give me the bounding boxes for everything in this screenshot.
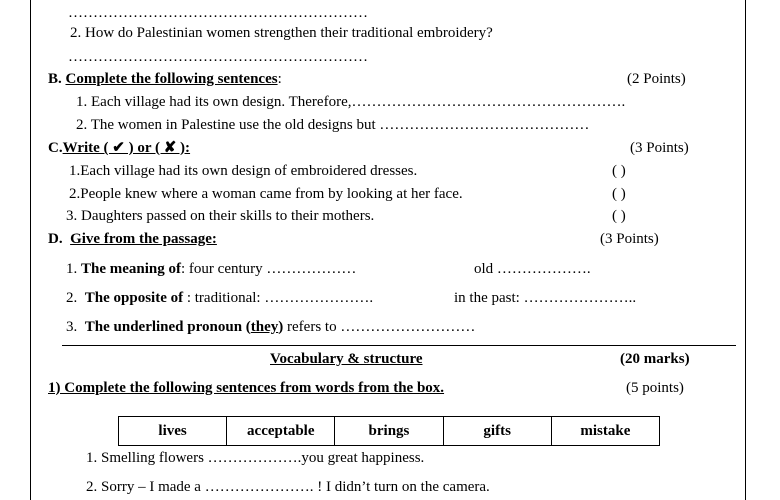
section-colon: : — [277, 71, 282, 87]
answer-box[interactable]: ( ) — [612, 186, 626, 202]
item-prompt-close: ) — [278, 319, 284, 335]
passage-item — [66, 260, 356, 278]
item-number: 3. — [66, 319, 78, 335]
item-prompt: The meaning of — [81, 261, 182, 277]
word-box-cell: mistake — [551, 417, 659, 446]
sentence-item: 2. The women in Palestine use the old designs but …………………………………… — [76, 117, 590, 133]
passage-item-second: old ………………. — [474, 261, 591, 277]
section-letter: C. — [48, 140, 63, 156]
sentence-item: 1. Each village had its own design. Therefore,………………………………………………. — [76, 94, 626, 110]
word-box-cell: brings — [335, 417, 443, 446]
page-border-right — [745, 0, 746, 500]
fill-in-sentence: 1. Smelling flowers ……………….you great happiness. — [86, 450, 425, 466]
answer-dots-line: …………………………………………………… — [68, 5, 368, 21]
section-letter: D. — [48, 231, 63, 247]
page-border-left — [30, 0, 31, 500]
divider — [62, 345, 736, 346]
section-c-heading — [48, 139, 190, 157]
section-title: Write ( ✔ ) or ( ✘ ): — [62, 140, 191, 156]
fill-in-sentence: 2. Sorry – I made a …………………. ! I didn’t turn on the camera. — [86, 479, 490, 495]
word-box-cell: gifts — [443, 417, 551, 446]
item-rest: : traditional: …………………. — [183, 290, 374, 306]
item-prompt: The opposite of — [84, 290, 184, 306]
true-false-statement: 1.Each village had its own design of embroidered dresses. — [69, 163, 418, 179]
vocabulary-heading: Vocabulary & structure — [270, 351, 423, 367]
vocabulary-marks: (20 marks) — [620, 351, 690, 367]
item-number: 1. — [66, 261, 78, 277]
item-prompt: The underlined pronoun ( — [84, 319, 251, 335]
word-box — [118, 416, 660, 446]
answer-box[interactable]: ( ) — [612, 163, 626, 179]
true-false-statement: 3. Daughters passed on their skills to their mothers. — [66, 208, 375, 224]
answer-dots-line: …………………………………………………… — [68, 49, 368, 65]
section-d-heading — [48, 230, 217, 248]
passage-item — [66, 318, 475, 336]
item-rest: refers to ……………………… — [283, 319, 476, 335]
exercise-1-points: (5 points) — [626, 380, 684, 396]
passage-item — [66, 289, 373, 307]
section-title: Give from the passage: — [70, 231, 217, 247]
section-title: Complete the following sentences — [65, 71, 278, 87]
question-2: 2. How do Palestinian women strengthen their traditional embroidery? — [70, 25, 493, 41]
answer-box[interactable]: ( ) — [612, 208, 626, 224]
word-box-cell: lives — [119, 417, 227, 446]
underlined-word: they — [250, 319, 279, 335]
section-c-points: (3 Points) — [630, 140, 689, 156]
section-letter: B. — [48, 71, 62, 87]
exercise-1-title: 1) Complete the following sentences from words from the box. — [48, 380, 445, 396]
passage-item-second: in the past: ………………….. — [454, 290, 637, 306]
item-number: 2. — [66, 290, 78, 306]
item-rest: : four century ……………… — [181, 261, 357, 277]
word-box-cell: acceptable — [227, 417, 335, 446]
true-false-statement: 2.People knew where a woman came from by looking at her face. — [69, 186, 463, 202]
section-d-points: (3 Points) — [600, 231, 659, 247]
section-b-heading — [48, 70, 282, 88]
section-b-points: (2 Points) — [627, 71, 686, 87]
